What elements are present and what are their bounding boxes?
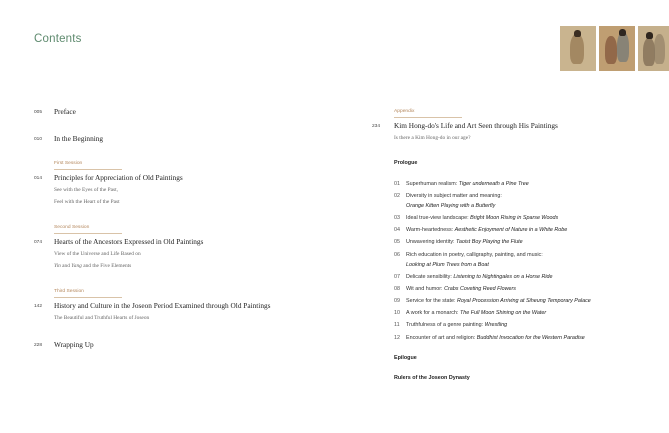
chapter-theme: Wit and humor: — [406, 286, 445, 292]
chapter-item[interactable] — [394, 237, 523, 247]
painting-title: Buddhist Invocation for the Western Paradise — [476, 335, 585, 341]
entry-subtitle: Is there a Kim Hong-do in our age? — [394, 135, 471, 141]
divider — [394, 117, 462, 118]
page-number: 074 — [34, 240, 43, 245]
session-label: First Session — [54, 161, 83, 166]
entry-subtitle: See with the Eyes of the Past, — [54, 187, 118, 193]
entry-title: History and Culture in the Joseon Period Examined through Old Paintings — [54, 301, 271, 310]
chapter-theme: Ideal true-view landscape: — [406, 215, 471, 221]
chapter-number: 12 — [394, 335, 400, 341]
chapter-theme: Superhuman realism: — [406, 181, 459, 187]
painting-title: The Full Moon Shining on the Water — [459, 310, 547, 316]
chapter-item[interactable] — [394, 225, 567, 235]
session-label: Appendix — [394, 109, 415, 114]
painting-thumbnail-3 — [638, 26, 669, 71]
painting-title: Bright Moon Rising in Sparse Woods — [470, 215, 559, 221]
chapter-theme: Unwavering identity: — [406, 239, 457, 245]
entry-subtitle: View of the Universe and Life Based on — [54, 251, 141, 257]
entry-title: Preface — [54, 107, 76, 116]
chapter-number: 09 — [394, 298, 400, 304]
page-number: 005 — [34, 110, 43, 115]
page-title: Contents — [34, 33, 82, 45]
painting-title: Crabs Coveting Reed Flowers — [444, 286, 516, 292]
painting-title: Listening to Nightingales on a Horse Ride — [453, 274, 553, 280]
chapter-theme: Warm-heartedness: — [406, 227, 455, 233]
chapter-item[interactable] — [394, 284, 516, 294]
chapter-number: 04 — [394, 227, 400, 233]
entry-title: Wrapping Up — [54, 340, 94, 349]
page-number: 234 — [372, 124, 381, 129]
chapter-number: 06 — [394, 252, 400, 258]
chapter-item[interactable] — [394, 179, 529, 189]
painting-title: Wrestling — [484, 322, 508, 328]
divider — [54, 233, 122, 234]
chapter-number: 03 — [394, 215, 400, 221]
entry-title: Kim Hong-do's Life and Art Seen through His Paintings — [394, 121, 558, 130]
entry-title: Hearts of the Ancestors Expressed in Old Paintings — [54, 237, 204, 246]
painting-title: Aesthetic Enjoyment of Nature in a White Robe — [454, 227, 568, 233]
entry-title: Principles for Appreciation of Old Paintings — [54, 173, 183, 182]
page-number: 014 — [34, 176, 43, 181]
chapter-item[interactable] — [394, 191, 502, 211]
chapter-item[interactable] — [394, 296, 591, 306]
painting-title: Tiger underneath a Pine Tree — [458, 181, 529, 187]
painting-thumbnails — [560, 26, 669, 71]
entry-subtitle: The Beautiful and Truthful Hearts of Joseon — [54, 315, 150, 321]
divider — [54, 297, 122, 298]
chapter-number: 02 — [394, 193, 400, 199]
chapter-number: 07 — [394, 274, 400, 280]
chapter-item[interactable] — [394, 320, 507, 330]
chapter-item[interactable] — [394, 333, 585, 343]
painting-title: Taoist Boy Playing the Flute — [456, 239, 523, 245]
rulers-heading[interactable]: Rulers of the Joseon Dynasty — [394, 375, 470, 381]
yang-term: Yang — [71, 263, 82, 269]
divider — [54, 169, 122, 170]
session-label: Second Session — [54, 225, 90, 230]
chapter-item[interactable] — [394, 250, 543, 270]
chapter-number: 01 — [394, 181, 400, 187]
painting-thumbnail-1 — [560, 26, 596, 71]
prologue-heading[interactable]: Prologue — [394, 160, 418, 166]
painting-title: Orange Kitten Playing with a Butterfly — [406, 203, 496, 209]
chapter-theme: Delicate sensibility: — [406, 274, 454, 280]
painting-title: Royal Procession Arriving at Siheung Temporary Palace — [456, 298, 591, 304]
epilogue-heading[interactable]: Epilogue — [394, 355, 417, 361]
text: and — [60, 263, 72, 269]
chapter-number: 08 — [394, 286, 400, 292]
entry-subtitle: Feel with the Heart of the Past — [54, 199, 120, 205]
chapter-theme: Encounter of art and religion: — [406, 335, 477, 341]
chapter-theme: A work for a monarch: — [406, 310, 460, 316]
chapter-theme: Service for the state: — [406, 298, 457, 304]
chapter-theme: Rich education in poetry, calligraphy, painting, and music: — [406, 252, 543, 258]
painting-title: Looking at Plum Trees from a Boat — [406, 262, 489, 268]
chapter-item[interactable] — [394, 272, 553, 282]
chapter-number: 05 — [394, 239, 400, 245]
entry-subtitle-line2 — [54, 260, 131, 272]
page-number: 010 — [34, 137, 43, 142]
painting-thumbnail-2 — [599, 26, 635, 71]
chapter-theme: Diversity in subject matter and meaning: — [406, 193, 502, 199]
chapter-item[interactable] — [394, 213, 558, 223]
chapter-theme: Truthfulness of a genre painting: — [406, 322, 485, 328]
chapter-number: 11 — [394, 322, 400, 328]
entry-title: In the Beginning — [54, 134, 104, 143]
session-label: Third Session — [54, 289, 84, 294]
yin-term: Yin — [54, 263, 61, 269]
page-number: 142 — [34, 304, 43, 309]
chapter-number: 10 — [394, 310, 400, 316]
text: and the Five Elements — [81, 263, 132, 269]
chapter-item[interactable] — [394, 308, 546, 318]
page-number: 228 — [34, 343, 43, 348]
